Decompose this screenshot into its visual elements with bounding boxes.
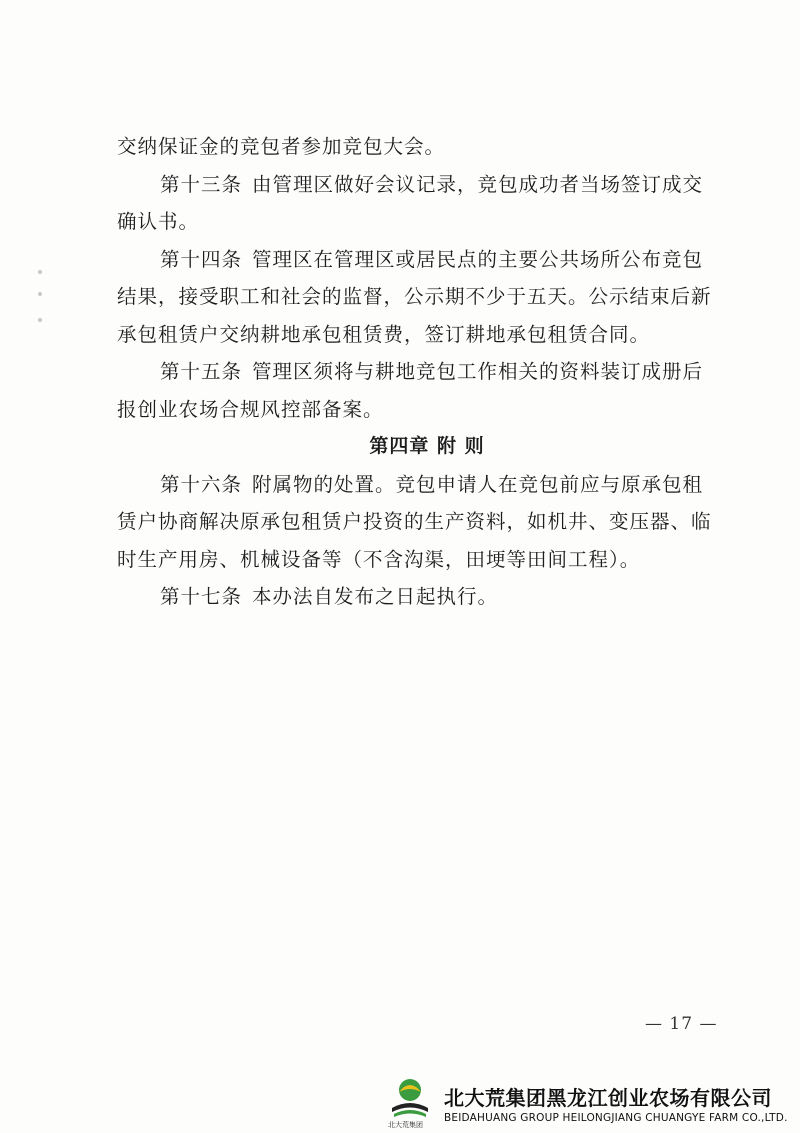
paragraph-continuation [117,128,717,166]
company-name-cn: 北大荒集团黑龙江创业农场有限公司 [444,1086,772,1110]
article-number: 第十六条 [160,472,243,496]
article-number: 第十三条 [160,172,243,196]
article-text: 由管理区做好会议记录，竞包成功者当场签订成交确认书。 [117,172,704,233]
article-text: 附属物的处置。竞包申请人在竞包前应与原承包租赁户协商解决原承包租赁户投资的生产资料，如机井、变压器、临时生产用房、机械设备等（不含沟渠，田埂等田间工程）。 [117,472,712,571]
logo-caption: 北大荒集团 [388,1121,423,1129]
company-footer [390,1068,800,1133]
article-15 [117,353,717,428]
chapter-heading: 第四章 附 则 [369,435,485,457]
company-name-en: BEIDAHUANG GROUP HEILONGJIANG CHUANGYE FARM CO.,LTD. [444,1112,788,1124]
article-number: 第十七条 [160,585,243,608]
article-text: 管理区须将与耕地竞包工作相关的资料装订成册后报创业农场合规风控部备案。 [117,360,704,421]
article-text: 本办法自发布之日起执行。 [252,585,499,608]
article-number: 第十五条 [160,360,243,383]
article-13 [117,166,717,241]
article-14 [117,241,717,354]
article-16 [117,466,717,579]
page-number: — 17 — [645,1014,718,1034]
document-body [117,128,717,616]
company-logo-icon [390,1076,430,1126]
article-17 [117,578,717,616]
article-text: 管理区在管理区或居民点的主要公共场所公布竞包结果，接受职工和社会的监督，公示期不少于五天。公示结束后新承包租赁户交纳耕地承包租赁费，签订耕地承包租赁合同。 [117,247,712,346]
paragraph-text: 交纳保证金的竞包者参加竞包大会。 [117,135,446,158]
article-number: 第十四条 [160,247,243,271]
